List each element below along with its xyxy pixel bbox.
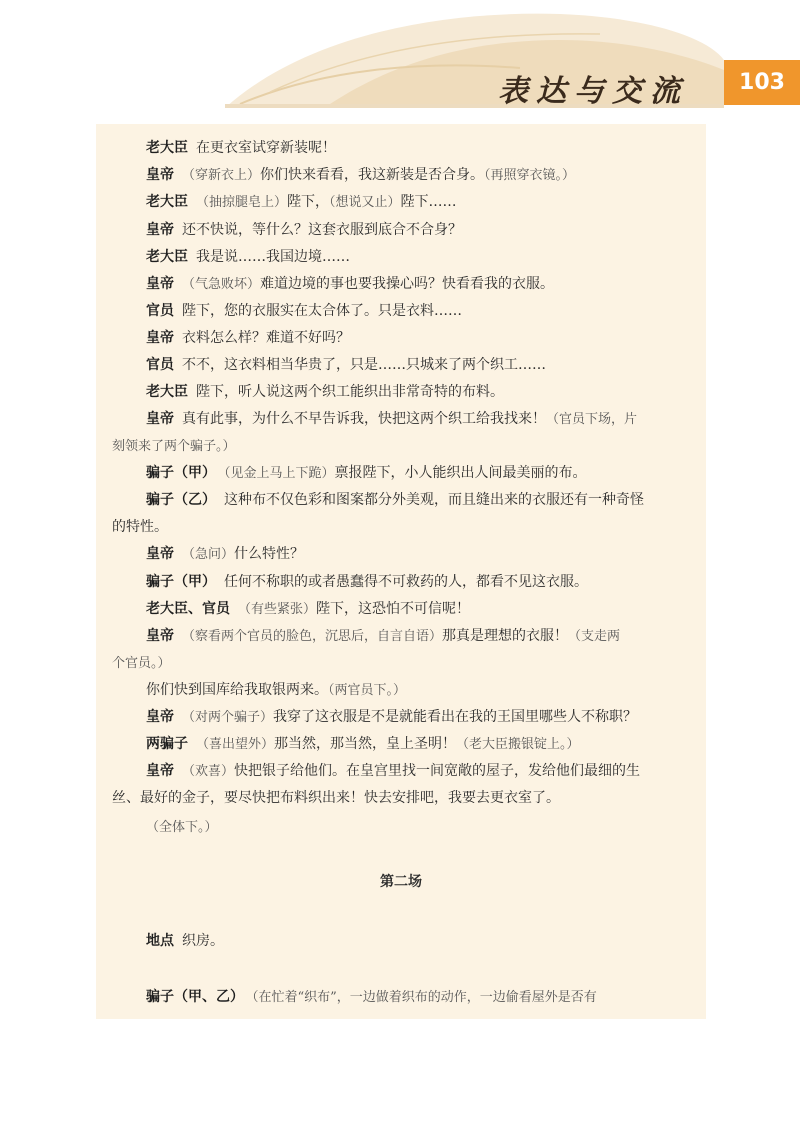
- stage-direction: （气急败坏）: [182, 277, 261, 292]
- script-line: [146, 245, 692, 269]
- dialogue-text: 我穿了这衣服是不是就能看出在我的王国里哪些人不称职？: [273, 709, 638, 725]
- script-line: [146, 380, 692, 404]
- stage-direction: （急问）: [182, 547, 235, 562]
- stage-direction: （想说又止）: [329, 195, 401, 210]
- script-line: [146, 732, 692, 756]
- script-line: [146, 929, 692, 953]
- script-line: [146, 218, 692, 242]
- dialogue-text: 那当然，那当然，皇上圣明！: [274, 736, 457, 752]
- stage-direction: （抽掠腿皂上）: [196, 195, 288, 210]
- script-line: [146, 759, 692, 783]
- dialogue-text: 禀报陛下，小人能织出人间最美丽的布。: [334, 465, 587, 481]
- stage-direction: （喜出望外）: [196, 737, 275, 752]
- script-line: [146, 190, 692, 214]
- speaker-name: 骗子（甲、乙）: [146, 989, 244, 1005]
- script-line: [112, 434, 692, 458]
- stage-direction: （在忙着“织布”，一边做着织布的动作，一边偷看屋外是否有: [252, 990, 597, 1005]
- script-line: [112, 786, 692, 810]
- stage-direction: （两官员下。）: [328, 683, 407, 698]
- stage-direction: （老大臣搬银锭上。）: [456, 737, 580, 752]
- script-line: [146, 597, 692, 621]
- dialogue-text: 难道边境的事也要我操心吗？快看看我的衣服。: [260, 276, 555, 292]
- dialogue-text: 什么特性？: [234, 546, 305, 562]
- dialogue-text: 任何不称职的或者愚蠢得不可救药的人，都看不见这衣服。: [224, 574, 588, 590]
- dialogue-text: 这种布不仅色彩和图案都分外美观，而且缝出来的衣服还有一种奇怪: [224, 492, 644, 508]
- speaker-name: 皇帝: [146, 411, 174, 427]
- dialogue-text: 不不，这衣料相当华贵了，只是……只城来了两个织工……: [182, 357, 546, 373]
- speaker-name: 皇帝: [146, 628, 174, 644]
- stage-direction: （官员下场，片: [546, 412, 638, 427]
- stage-direction: （再照穿衣镜。）: [484, 168, 576, 183]
- script-line: [146, 353, 692, 377]
- script-line: [146, 488, 692, 512]
- stage-direction: 个官员。）: [112, 656, 171, 671]
- dialogue-text: 陛下……: [400, 194, 457, 210]
- script-line: [146, 705, 692, 729]
- dialogue-text: 丝、最好的金子，要尽快把布料织出来！快去安排吧，我要去更衣室了。: [112, 790, 560, 806]
- speaker-name: 皇帝: [146, 222, 174, 238]
- speaker-name: 官员: [146, 357, 174, 373]
- speaker-name: 皇帝: [146, 276, 174, 292]
- script-line: [146, 136, 692, 160]
- speaker-name: 老大臣: [146, 249, 188, 265]
- page-number: 103: [724, 60, 800, 105]
- stage-direction: （欢喜）: [182, 764, 235, 779]
- script-line: [112, 651, 692, 675]
- stage-direction: （察看两个官员的脸色，沉思后，自言自语）: [182, 629, 443, 644]
- script-line: [146, 299, 692, 323]
- speaker-name: 地点: [146, 933, 174, 949]
- speaker-name: 骗子（甲）: [146, 465, 216, 481]
- script-line: [146, 272, 692, 296]
- speaker-name: 老大臣: [146, 194, 188, 210]
- speaker-name: 老大臣: [146, 140, 188, 156]
- script-line: [146, 678, 692, 702]
- speaker-name: 皇帝: [146, 330, 174, 346]
- dialogue-text: 还不快说，等什么？这套衣服到底合不合身？: [182, 222, 462, 238]
- dialogue-text: 在更衣室试穿新装呢！: [196, 140, 336, 156]
- stage-direction: （对两个骗子）: [182, 710, 274, 725]
- script-line: [146, 985, 692, 1009]
- speaker-name: 官员: [146, 303, 174, 319]
- dialogue-text: 的特性。: [112, 519, 168, 535]
- dialogue-text: 陛下，听人说这两个织工能织出非常奇特的布料。: [196, 384, 504, 400]
- dialogue-text: 陛下，: [287, 194, 330, 210]
- script-line: [146, 407, 692, 431]
- stage-direction: （见金上马上下跪）: [224, 466, 335, 481]
- speaker-name: 老大臣、官员: [146, 601, 230, 617]
- script-line: [146, 461, 692, 485]
- speaker-name: 骗子（乙）: [146, 492, 216, 508]
- section-title: 表达与交流: [498, 74, 688, 109]
- speaker-name: 皇帝: [146, 709, 174, 725]
- dialogue-text: 陛下，您的衣服实在太合体了。只是衣料……: [182, 303, 462, 319]
- script-line: [146, 326, 692, 350]
- script-line: [146, 570, 692, 594]
- stage-direction: （全体下。）: [146, 820, 218, 835]
- dialogue-text: 你们快到国库给我取银两来。: [146, 682, 328, 698]
- dialogue-text: 真有此事，为什么不早告诉我，快把这两个织工给我找来！: [182, 411, 546, 427]
- script-line: [146, 163, 692, 187]
- dialogue-text: 衣料怎么样？难道不好吗？: [182, 330, 350, 346]
- stage-direction: （有些紧张）: [238, 602, 317, 617]
- speaker-name: 皇帝: [146, 546, 174, 562]
- dialogue-text: 我是说……我国边境……: [196, 249, 350, 265]
- speaker-name: 骗子（甲）: [146, 574, 216, 590]
- script-line: [146, 815, 692, 839]
- script-line: [146, 624, 692, 648]
- dialogue-text: 那真是理想的衣服！: [442, 628, 569, 644]
- dialogue-text: 快把银子给他们。在皇宫里找一间宽敞的屋子，发给他们最细的生: [234, 763, 641, 779]
- stage-direction: 刻领来了两个骗子。）: [112, 439, 236, 454]
- script-line: [146, 542, 692, 566]
- speaker-name: 老大臣: [146, 384, 188, 400]
- speaker-name: 两骗子: [146, 736, 188, 752]
- stage-direction: （穿新衣上）: [182, 168, 261, 183]
- dialogue-text: 你们快来看看，我这新装是否合身。: [260, 167, 485, 183]
- speaker-name: 皇帝: [146, 167, 174, 183]
- script-line: [112, 515, 692, 539]
- scene-heading: 第二场: [380, 874, 422, 890]
- speaker-name: 皇帝: [146, 763, 174, 779]
- dialogue-text: 织房。: [182, 933, 224, 949]
- stage-direction: （支走两: [568, 629, 621, 644]
- dialogue-text: 陛下，这恐怕不可信呢！: [316, 601, 471, 617]
